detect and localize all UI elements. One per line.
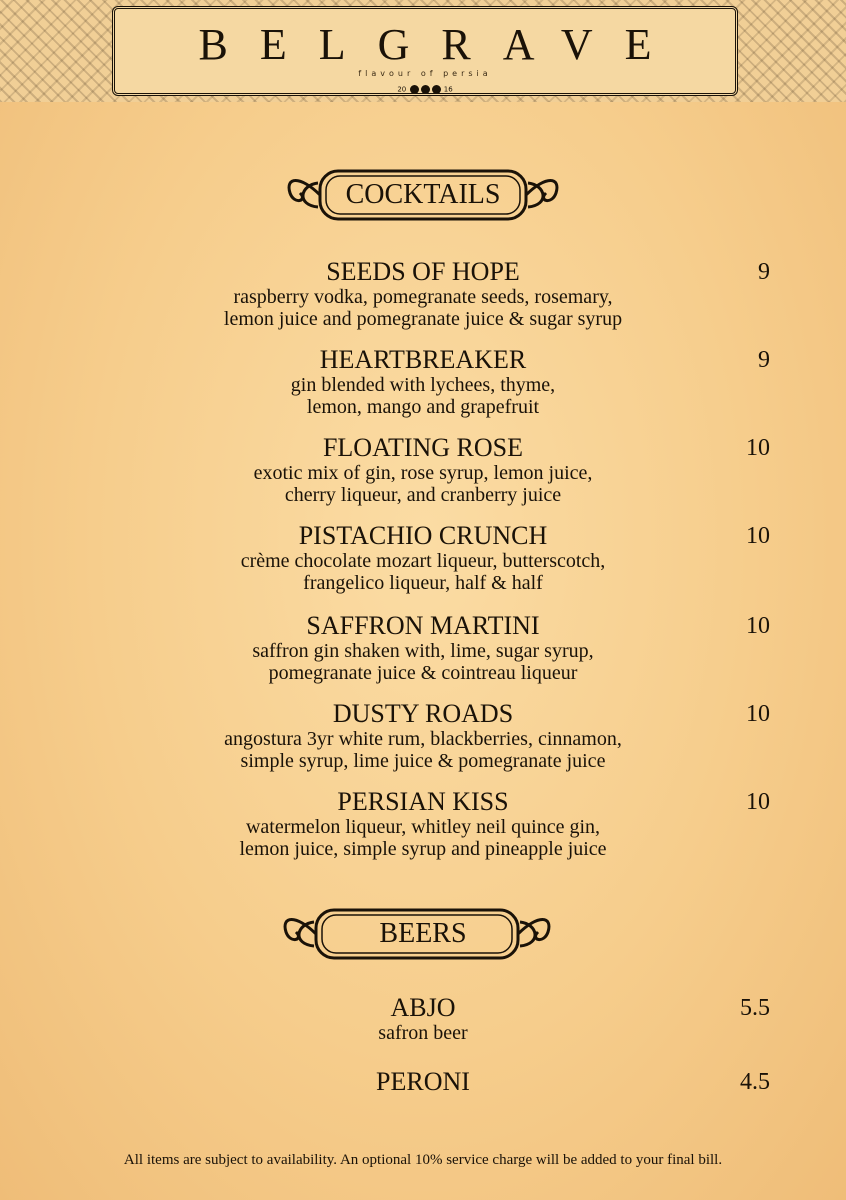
item-description — [0, 728, 846, 772]
cocktails-heading-cartouche — [0, 165, 846, 225]
brand-tagline: flavour of persia — [358, 69, 492, 78]
item-price: 10 — [746, 701, 770, 727]
year-left: 20 — [397, 85, 407, 94]
item-description-line: pomegranate juice & cointreau liqueur — [268, 662, 578, 684]
item-description-line: frangelico liqueur, half & half — [303, 572, 543, 594]
item-name: PERSIAN KISS — [337, 787, 509, 816]
badge-dot-icon — [432, 85, 441, 94]
item-price: 10 — [746, 523, 770, 549]
item-description — [0, 640, 846, 684]
item-description: safron beer — [378, 1022, 468, 1044]
item-price: 5.5 — [740, 995, 770, 1021]
beers-heading-cartouche — [0, 904, 846, 964]
item-price: 10 — [746, 435, 770, 461]
item-name: SEEDS OF HOPE — [326, 257, 520, 286]
item-price: 9 — [758, 347, 770, 373]
year-right: 16 — [443, 85, 453, 94]
brand-logo-text: BELGRAVE — [198, 20, 684, 69]
item-name: PERONI — [376, 1067, 470, 1096]
item-price: 10 — [746, 789, 770, 815]
item-description-line: lemon juice and pomegranate juice & sugar syrup — [223, 308, 623, 330]
item-description-line: crème chocolate mozart liqueur, butterscotch, — [240, 550, 606, 572]
header-ornament-band — [0, 0, 846, 102]
item-price: 4.5 — [740, 1069, 770, 1095]
item-description — [0, 462, 846, 506]
item-description — [0, 550, 846, 594]
item-description-line: gin blended with lychees, thyme, — [290, 374, 556, 396]
item-description-line: exotic mix of gin, rose syrup, lemon juice, — [253, 462, 593, 484]
header-frame — [112, 6, 738, 96]
item-description-line: lemon juice, simple syrup and pineapple juice — [239, 838, 607, 860]
item-description-line: raspberry vodka, pomegranate seeds, rosemary, — [233, 286, 613, 308]
item-description-line: angostura 3yr white rum, blackberries, cinnamon, — [224, 728, 622, 750]
item-name: PISTACHIO CRUNCH — [298, 521, 548, 550]
cocktails-heading: COCKTAILS — [345, 179, 501, 210]
item-name: DUSTY ROADS — [332, 699, 514, 728]
item-description-line: watermelon liqueur, whitley neil quince gin, — [245, 816, 601, 838]
item-name: HEARTBREAKER — [319, 345, 527, 374]
footer-note: All items are subject to availability. An optional 10% service charge will be added to your final bill. — [123, 1152, 723, 1168]
item-description-line: saffron gin shaken with, lime, sugar syrup, — [252, 640, 594, 662]
item-name: SAFFRON MARTINI — [306, 611, 540, 640]
item-name: ABJO — [390, 993, 456, 1022]
item-price: 9 — [758, 259, 770, 285]
established-badge — [115, 85, 735, 94]
badge-dot-icon — [421, 85, 430, 94]
badge-dot-icon — [410, 85, 419, 94]
item-name: FLOATING ROSE — [322, 433, 524, 462]
item-description — [0, 816, 846, 860]
item-description — [0, 374, 846, 418]
item-price: 10 — [746, 613, 770, 639]
beers-heading: BEERS — [379, 918, 467, 949]
item-description-line: simple syrup, lime juice & pomegranate juice — [240, 750, 606, 772]
item-description-line: cherry liqueur, and cranberry juice — [284, 484, 562, 506]
item-description — [0, 286, 846, 330]
item-description-line: lemon, mango and grapefruit — [306, 396, 540, 418]
